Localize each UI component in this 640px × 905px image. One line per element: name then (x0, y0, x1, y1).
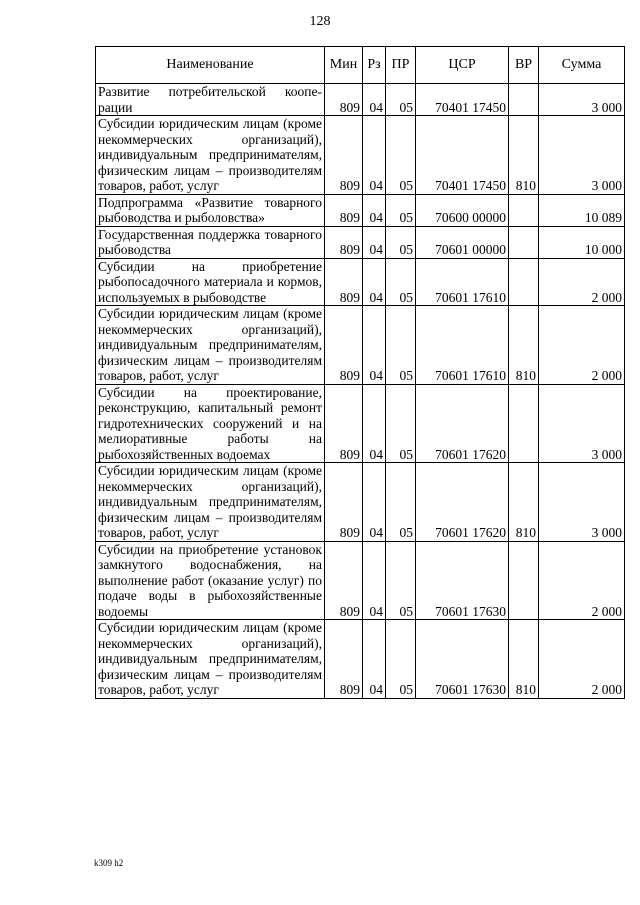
header-csr: ЦСР (416, 47, 509, 84)
row-pr: 05 (386, 620, 416, 699)
row-name: Государственная поддержка товарного рыбоводства (96, 226, 325, 258)
row-rz: 04 (363, 541, 386, 620)
row-pr: 05 (386, 306, 416, 385)
row-name: Субсидии на проектирование, реконструкцию, капитальный ремонт гидротехнических сооружений и на мелиоративные работы на рыбохозяйственных водоемах (96, 384, 325, 463)
table-row (96, 84, 625, 116)
footer-code: k309 h2 (94, 858, 124, 868)
table-row (96, 384, 625, 463)
row-pr: 05 (386, 116, 416, 195)
row-csr: 70601 00000 (416, 226, 509, 258)
table-row (96, 541, 625, 620)
row-min: 809 (325, 258, 363, 306)
row-name: Субсидии на приобретение рыбопосадочного материала и кормов, используемых в рыбоводстве (96, 258, 325, 306)
table-row (96, 116, 625, 195)
row-pr: 05 (386, 384, 416, 463)
row-rz: 04 (363, 116, 386, 195)
row-pr: 05 (386, 84, 416, 116)
header-min: Мин (325, 47, 363, 84)
table-row (96, 620, 625, 699)
row-min: 809 (325, 84, 363, 116)
row-sum: 10 089 (539, 194, 625, 226)
table-row (96, 463, 625, 542)
header-rz: Рз (363, 47, 386, 84)
row-vr (509, 541, 539, 620)
table-row (96, 226, 625, 258)
row-csr: 70601 17620 (416, 463, 509, 542)
row-name: Субсидии юридическим лицам (кроме некоммерческих организаций), индивидуальным предпринимателям, физическим лицам – производителям товаров, работ, услуг (96, 306, 325, 385)
row-min: 809 (325, 116, 363, 195)
row-name: Субсидии юридическим лицам (кроме некоммерческих организаций), индивидуальным предпринимателям, физическим лицам – производителям товаров, работ, услуг (96, 620, 325, 699)
row-sum: 2 000 (539, 306, 625, 385)
row-name: Субсидии юридическим лицам (кроме некоммерческих организаций), индивидуальным предпринимателям, физическим лицам – производителям товаров, работ, услуг (96, 463, 325, 542)
budget-table (95, 46, 625, 699)
row-min: 809 (325, 463, 363, 542)
row-min: 809 (325, 384, 363, 463)
header-name: Наименование (96, 47, 325, 84)
row-csr: 70601 17630 (416, 620, 509, 699)
row-csr: 70600 00000 (416, 194, 509, 226)
row-sum: 3 000 (539, 384, 625, 463)
table-row (96, 194, 625, 226)
row-min: 809 (325, 620, 363, 699)
row-rz: 04 (363, 194, 386, 226)
row-csr: 70601 17620 (416, 384, 509, 463)
row-vr: 810 (509, 116, 539, 195)
row-vr: 810 (509, 620, 539, 699)
row-pr: 05 (386, 258, 416, 306)
row-sum: 2 000 (539, 258, 625, 306)
row-min: 809 (325, 194, 363, 226)
row-csr: 70601 17610 (416, 258, 509, 306)
row-pr: 05 (386, 541, 416, 620)
row-vr: 810 (509, 306, 539, 385)
row-rz: 04 (363, 226, 386, 258)
row-csr: 70401 17450 (416, 84, 509, 116)
row-pr: 05 (386, 194, 416, 226)
row-sum: 3 000 (539, 116, 625, 195)
page-number: 128 (309, 14, 331, 29)
row-sum: 2 000 (539, 541, 625, 620)
row-rz: 04 (363, 306, 386, 385)
row-vr (509, 384, 539, 463)
row-sum: 2 000 (539, 620, 625, 699)
row-vr: 810 (509, 463, 539, 542)
row-rz: 04 (363, 620, 386, 699)
header-row (96, 47, 625, 84)
row-min: 809 (325, 226, 363, 258)
row-sum: 3 000 (539, 463, 625, 542)
table-row (96, 258, 625, 306)
row-min: 809 (325, 306, 363, 385)
row-sum: 10 000 (539, 226, 625, 258)
row-csr: 70601 17630 (416, 541, 509, 620)
table-row (96, 306, 625, 385)
row-pr: 05 (386, 226, 416, 258)
row-rz: 04 (363, 84, 386, 116)
header-sum: Сумма (539, 47, 625, 84)
row-vr (509, 194, 539, 226)
row-name: Развитие потребительской коопе-рации (96, 84, 325, 116)
row-name: Подпрограмма «Развитие товарного рыбоводства и рыболовства» (96, 194, 325, 226)
row-name: Субсидии юридическим лицам (кроме некоммерческих организаций), индивидуальным предпринимателям, физическим лицам – производителям товаров, работ, услуг (96, 116, 325, 195)
row-name: Субсидии на приобретение установок замкнутого водоснабжения, на выполнение работ (оказание услуг) по подаче воды в рыбохозяйственные водоемы (96, 541, 325, 620)
row-rz: 04 (363, 384, 386, 463)
header-pr: ПР (386, 47, 416, 84)
row-vr (509, 258, 539, 306)
row-rz: 04 (363, 258, 386, 306)
row-vr (509, 226, 539, 258)
row-min: 809 (325, 541, 363, 620)
row-csr: 70401 17450 (416, 116, 509, 195)
row-vr (509, 84, 539, 116)
header-vr: ВР (509, 47, 539, 84)
row-rz: 04 (363, 463, 386, 542)
row-csr: 70601 17610 (416, 306, 509, 385)
row-sum: 3 000 (539, 84, 625, 116)
row-pr: 05 (386, 463, 416, 542)
